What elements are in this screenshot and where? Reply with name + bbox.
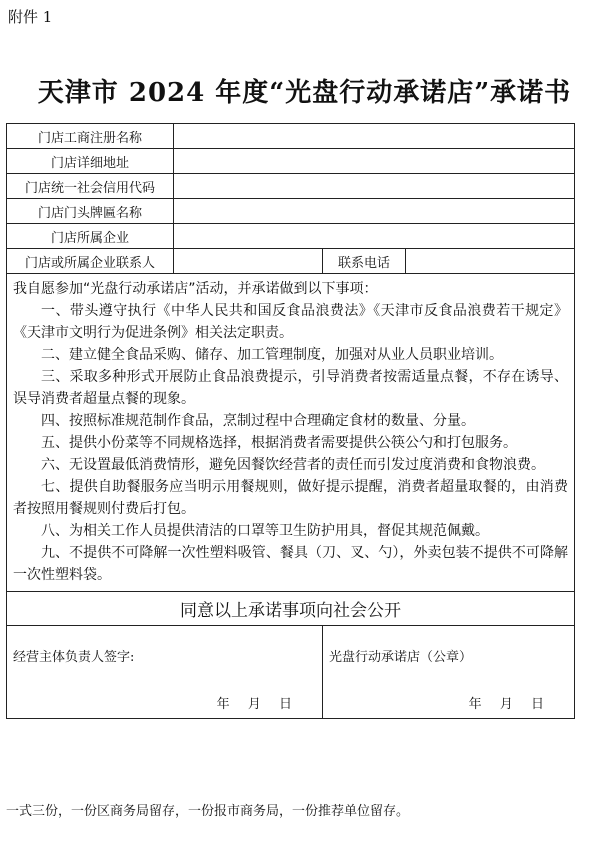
label-registered-name: 门店工商注册名称 [7, 124, 174, 149]
form-row-signboard-name [7, 199, 575, 224]
agreement-statement: 同意以上承诺事项向社会公开 [7, 592, 575, 626]
footer-note: 一式三份，一份区商务局留存，一份报市商务局，一份推荐单位留存。 [6, 804, 410, 819]
attachment-label: 附件 1 [8, 8, 53, 26]
label-enterprise: 门店所属企业 [7, 224, 174, 249]
date-month-label: 月 [499, 697, 513, 712]
field-registered-name[interactable] [174, 124, 575, 149]
label-contact-person: 门店或所属企业联系人 [7, 249, 174, 274]
commitment-item: 六、无设置最低消费情形，避免因餐饮经营者的责任而引发过度消费和食物浪费。 [41, 457, 545, 473]
field-signboard-name[interactable] [174, 199, 575, 224]
owner-signature-label: 经营主体负责人签字: [13, 650, 135, 665]
form-row-contact [7, 249, 575, 274]
label-signboard-name: 门店门头牌匾名称 [7, 199, 174, 224]
commitment-item: 二、建立健全食品采购、储存、加工管理制度，加强对从业人员职业培训。 [41, 347, 503, 363]
commitment-item: 五、提供小份菜等不同规格选择，根据消费者需要提供公筷公勺和打包服务。 [41, 435, 517, 451]
label-address: 门店详细地址 [7, 149, 174, 174]
commitment-text [7, 274, 575, 592]
commitment-item: 三、采取多种形式开展防止食品浪费提示，引导消费者按需适量点餐，不存在诱导、误导消费者超量点餐的现象。 [13, 369, 568, 407]
date-day-label: 日 [530, 697, 544, 712]
form-row-enterprise [7, 224, 575, 249]
field-credit-code[interactable] [174, 174, 575, 199]
commitment-form-table [6, 123, 575, 719]
signature-cell-owner[interactable] [7, 626, 323, 719]
field-contact-person[interactable] [174, 249, 323, 274]
seal-label: 光盘行动承诺店（公章） [329, 650, 473, 665]
commitment-item: 九、不提供不可降解一次性塑料吸管、餐具（刀、叉、勺），外卖包装不提供不可降解一次性塑料袋。 [13, 545, 568, 583]
commitment-item: 四、按照标准规范制作食品，烹制过程中合理确定食材的数量、分量。 [41, 413, 475, 429]
field-enterprise[interactable] [174, 224, 575, 249]
date-month-label: 月 [247, 697, 261, 712]
commitment-intro: 我自愿参加“光盘行动承诺店”活动，并承诺做到以下事项： [13, 281, 378, 297]
form-row-registered-name [7, 124, 575, 149]
commitment-item: 七、提供自助餐服务应当明示用餐规则，做好提示提醒，消费者超量取餐的，由消费者按照用餐规则付费后打包。 [13, 479, 568, 517]
document-title: 天津市 2024 年度“光盘行动承诺店”承诺书 [37, 78, 572, 108]
label-credit-code: 门店统一社会信用代码 [7, 174, 174, 199]
date-day-label: 日 [278, 697, 292, 712]
date-year-label: 年 [468, 697, 482, 712]
form-row-address [7, 149, 575, 174]
commitment-item: 一、带头遵守执行《中华人民共和国反食品浪费法》《天津市反食品浪费若干规定》《天津市文明行为促进条例》相关法定职责。 [13, 303, 568, 341]
form-row-credit-code [7, 174, 575, 199]
owner-signature-date [203, 693, 292, 712]
signature-row [7, 626, 575, 719]
label-phone: 联系电话 [323, 249, 406, 274]
signature-cell-seal[interactable] [323, 626, 575, 719]
agreement-row [7, 592, 575, 626]
field-address[interactable] [174, 149, 575, 174]
date-year-label: 年 [216, 697, 230, 712]
field-phone[interactable] [406, 249, 575, 274]
seal-date [455, 693, 544, 712]
commitment-item: 八、为相关工作人员提供清洁的口罩等卫生防护用具，督促其规范佩戴。 [41, 523, 489, 539]
commitment-text-row [7, 274, 575, 592]
